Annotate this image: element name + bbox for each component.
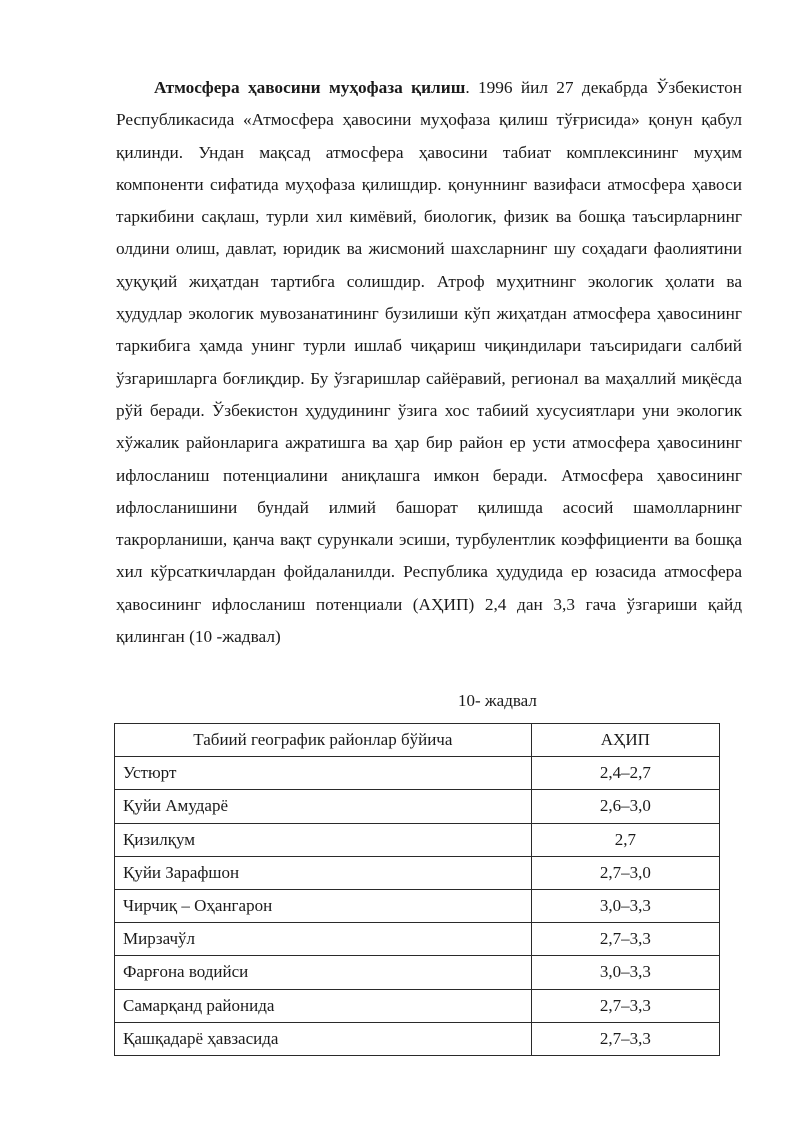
table-row [115, 989, 720, 1022]
table-caption: 10- жадвал [458, 691, 537, 710]
region-cell: Қуйи Зарафшон [115, 856, 532, 889]
ahip-cell: 2,7–3,3 [531, 1022, 719, 1055]
ahip-cell: 3,0–3,3 [531, 889, 719, 922]
table-row [115, 823, 720, 856]
region-cell: Чирчиқ – Оҳангарон [115, 889, 532, 922]
table-row [115, 1022, 720, 1055]
region-cell: Қуйи Амударё [115, 790, 532, 823]
table-row [115, 757, 720, 790]
ahip-cell: 2,7–3,0 [531, 856, 719, 889]
table-row [115, 923, 720, 956]
paragraph-lead: Атмосфера ҳавосини муҳофаза қилиш [154, 78, 466, 97]
region-cell: Қизилқум [115, 823, 532, 856]
ahip-cell: 2,7–3,3 [531, 989, 719, 1022]
ahip-table [114, 723, 720, 1056]
table-header-row [115, 724, 720, 757]
paragraph-text: . 1996 йил 27 декабрда Ўзбекистон Республикасида «Атмосфера ҳавосини муҳофаза қилиш тўғрисида» қонун қабул қилинди. Ундан мақсад атмосфера ҳавосини табиат комплексининг муҳим компоненти сифатида муҳофаза қилишдир. қонуннинг вазифаси атмосфера ҳавоси таркибини сақлаш, турли хил кимёвий, биологик, физик ва бошқа таъсирларнинг олдини олиш, давлат, юридик ва жисмоний шахсларнинг шу соҳадаги фаолиятини ҳуқуқий жиҳатдан тартибга солишдир. Атроф муҳитнинг экологик ҳолати ва ҳудудлар экологик мувозанатининг бузилиши кўп жиҳатдан атмосфера ҳавосининг таркибига ҳамда унинг турли ишлаб чиқариш чиқиндилари таъсиридаги салбий ўзгаришларга боғлиқдир. Бу ўзгаришлар сайёравий, регионал ва маҳаллий миқёсда рўй беради. Ўзбекистон ҳудудининг ўзига хос табиий хусусиятлари уни экологик хўжалик районларига ажратишга ва ҳар бир район ер усти атмосфера ҳавосининг ифлосланиш потенциалини аниқлашга имкон беради. Атмосфера ҳавосининг ифлосланишини бундай илмий башорат қилишда асосий шамолларнинг такрорланиши, қанча вақт сурункали эсиши, турбулентлик коэффициенти ва бошқа хил кўрсаткичлардан фойдаланилди. Республика ҳудудида ер юзасида атмосфера ҳавосининг ифлосланиш потенциали (АҲИП) 2,4 дан 3,3 гача ўзгариши қайд қилинган (10 -жадвал) [116, 78, 742, 647]
region-cell: Қашқадарё ҳавзасида [115, 1022, 532, 1055]
header-ahip: АҲИП [531, 724, 719, 757]
ahip-cell: 3,0–3,3 [531, 956, 719, 989]
region-cell: Самарқанд районида [115, 989, 532, 1022]
ahip-cell: 2,6–3,0 [531, 790, 719, 823]
region-cell: Устюрт [115, 757, 532, 790]
header-region: Табиий географик районлар бўйича [115, 724, 532, 757]
table-row [115, 790, 720, 823]
table-row [115, 889, 720, 922]
table-row [115, 856, 720, 889]
body-paragraph [116, 72, 742, 653]
ahip-cell: 2,7–3,3 [531, 923, 719, 956]
region-cell: Фарғона водийси [115, 956, 532, 989]
table-row [115, 956, 720, 989]
region-cell: Мирзачўл [115, 923, 532, 956]
ahip-cell: 2,7 [531, 823, 719, 856]
ahip-cell: 2,4–2,7 [531, 757, 719, 790]
